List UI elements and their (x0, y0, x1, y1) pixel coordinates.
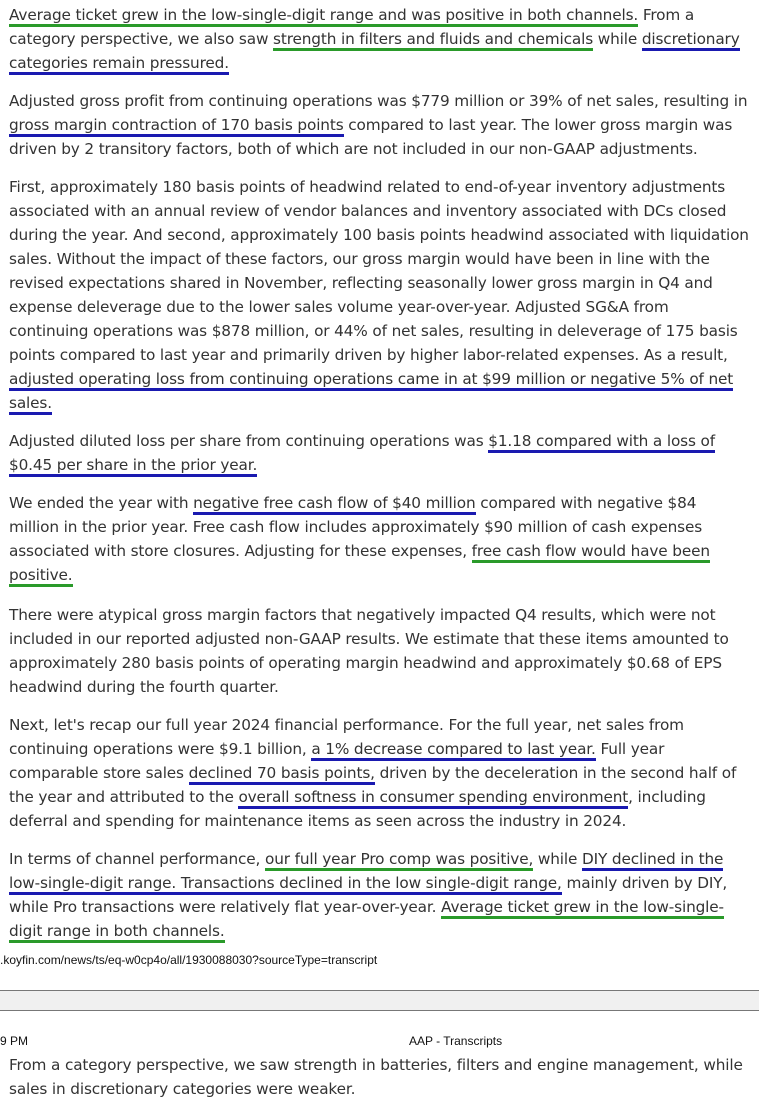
paragraph (9, 847, 749, 943)
text-segment: mainly driven by DIY, while Pro transactions were relatively flat year-over-year. (9, 874, 728, 916)
text-segment: In terms of channel performance, (9, 850, 265, 868)
highlight-negative: DIY declined in the low-single-digit range. Transactions declined in the low single-digit range, (9, 850, 723, 895)
text-segment: while (533, 850, 582, 868)
highlight-negative: a 1% decrease compared to last year. (311, 740, 595, 761)
highlight-positive: strength in filters and fluids and chemicals (273, 30, 593, 51)
paragraph (9, 175, 749, 415)
text-segment: , including deferral and spending for maintenance items as seen across the industry in 2024. (9, 788, 706, 830)
page-gap (0, 991, 759, 1010)
source-url[interactable]: .koyfin.com/news/ts/eq-w0cp4o/all/1930088030?sourceType=transcript (0, 953, 378, 967)
paragraph (9, 89, 749, 161)
text-segment: Full year comparable store sales (9, 740, 665, 782)
paragraph (9, 491, 749, 587)
text-segment: Next, let's recap our full year 2024 financial performance. For the full year, net sales from continuing operations were $9.1 billion, (9, 716, 684, 758)
paragraph (9, 713, 749, 833)
highlight-negative: overall softness in consumer spending environment (238, 788, 628, 809)
highlight-positive: our full year Pro comp was positive, (265, 850, 533, 871)
highlight-negative: gross margin contraction of 170 basis points (9, 116, 344, 137)
paragraph (9, 429, 749, 477)
highlight-negative: negative free cash flow of $40 million (193, 494, 475, 515)
highlight-negative: discretionary categories remain pressured. (9, 30, 740, 75)
print-header-time: 9 PM (0, 1034, 29, 1048)
paragraph (9, 3, 749, 75)
text-segment: From a category perspective, we saw strength in batteries, filters and engine management, while sales in discretionary categories were weaker. (9, 1056, 743, 1098)
highlight-positive: Average ticket grew in the low-single-digit range and was positive in both channels. (9, 6, 638, 27)
text-segment: driven by the deceleration in the second half of the year and attributed to the (9, 764, 737, 806)
text-segment: while (593, 30, 642, 48)
text-segment: First, approximately 180 basis points of headwind related to end-of-year inventory adjustments associated with an annual review of vendor balances and inventory associated with DCs closed during the year. And second, approximately 100 basis points headwind associated with liquidation sales. Without the impact of these factors, our gross margin would have been in line with the revised expectations shared in November, reflecting seasonally lower gross margin in Q4 and expense deleverage due to the lower sales volume year-over-year. Adjusted SG&A from continuing operations was $878 million, or 44% of net sales, resulting in deleverage of 175 basis points compared to last year and primarily driven by higher labor-related expenses. As a result, (9, 178, 749, 364)
highlight-negative: adjusted operating loss from continuing operations came in at $99 million or negative 5% of net sales. (9, 370, 733, 415)
paragraph (9, 603, 749, 699)
highlight-positive: free cash flow would have been positive. (9, 542, 710, 587)
text-segment: compared to last year. The lower gross margin was driven by 2 transitory factors, both of which are not included in our non-GAAP adjustments. (9, 116, 733, 158)
highlight-negative: $1.18 compared with a loss of $0.45 per share in the prior year. (9, 432, 715, 477)
highlight-positive: Average ticket grew in the low-single-digit range in both channels. (9, 898, 724, 943)
text-segment: From a category perspective, we also saw (9, 6, 695, 48)
page-break-divider-bottom (0, 1010, 759, 1011)
text-segment: There were atypical gross margin factors that negatively impacted Q4 results, which were not included in our reported adjusted non-GAAP results. We estimate that these items amounted to approximately 280 basis points of operating margin headwind and approximately $0.68 of EPS headwind during the fourth quarter. (9, 606, 729, 696)
text-segment: Adjusted diluted loss per share from continuing operations was (9, 432, 489, 450)
highlight-negative: declined 70 basis points, (189, 764, 375, 785)
paragraph (9, 1053, 749, 1101)
text-segment: We ended the year with (9, 494, 194, 512)
text-segment: compared with negative $84 million in the prior year. Free cash flow includes approximately $90 million of cash expenses associated with store closures. Adjusting for these expenses, (9, 494, 703, 560)
print-header-title: AAP - Transcripts (409, 1034, 503, 1048)
text-segment: Adjusted gross profit from continuing operations was $779 million or 39% of net sales, resulting in (9, 92, 748, 110)
